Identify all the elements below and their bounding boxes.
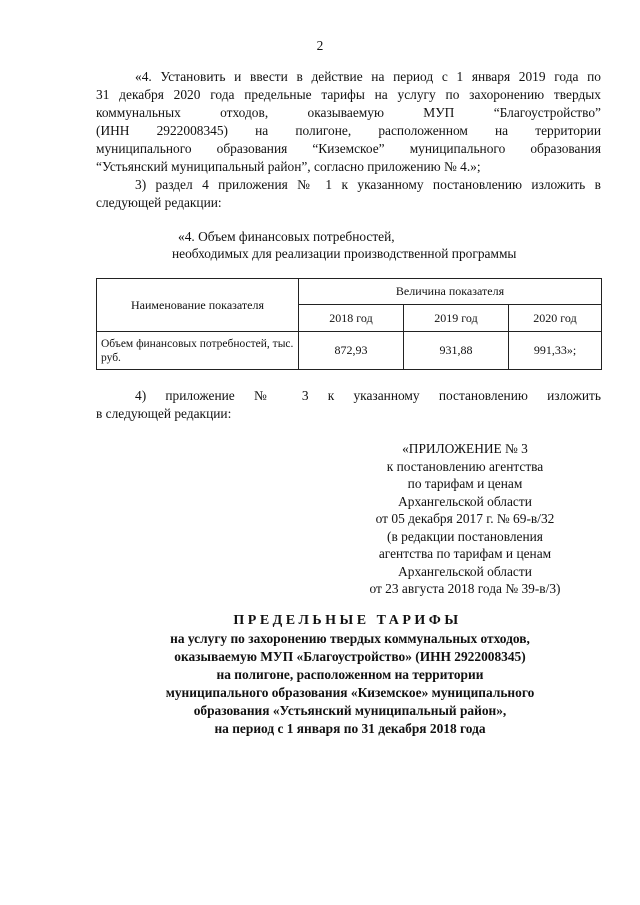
- appendix-line: к постановлению агентства: [386, 458, 544, 474]
- section-heading-line-2: необходимых для реализации производственной программы: [172, 246, 517, 261]
- appendix-line: агентства по тарифам и ценам: [378, 546, 552, 561]
- appendix-line: от 23 августа 2018 года № 39-в/3): [369, 581, 561, 596]
- tariffs-line: муниципального образования «Киземское» муниципального: [165, 685, 535, 700]
- appendix-line: «ПРИЛОЖЕНИЕ № 3: [402, 441, 528, 456]
- clause4-line-3: коммунальных отходов, оказываемую МУП “Благоустройство”: [96, 105, 601, 120]
- clause4-line-6: “Устьянский муниципальный район”, согласно приложению № 4.»;: [96, 159, 481, 174]
- tariffs-line: на услугу по захоронению твердых коммунальных отходов,: [170, 631, 530, 646]
- appendix-line: (в редакции постановления: [387, 528, 543, 544]
- appendix-line: Архангельской области: [398, 493, 532, 509]
- section-heading-line-1: «4. Объем финансовых потребностей,: [178, 229, 395, 244]
- row-label: Объем финансовых потребностей, тыс. руб.: [97, 332, 299, 370]
- clause4-line-5: муниципального образования “Киземское” муниципального образования: [96, 141, 601, 156]
- financial-needs-table: [96, 278, 602, 370]
- page-number: 2: [316, 38, 324, 53]
- tariffs-line: образования «Устьянский муниципальный район»,: [193, 703, 507, 718]
- header-year-2018: 2018 год: [299, 305, 404, 332]
- item4-line-2: в следующей редакции:: [96, 406, 232, 421]
- value-2019: 931,88: [404, 332, 509, 370]
- value-2020: 991,33»;: [509, 332, 602, 370]
- header-year-2019: 2019 год: [404, 305, 509, 332]
- appendix-block: [335, 440, 595, 598]
- tariffs-line: на полигоне, расположенном на территории: [216, 667, 484, 682]
- item4-line-1: 4) приложение № 3 к указанному постановлению изложить: [135, 388, 601, 403]
- value-2018: 872,93: [299, 332, 404, 370]
- item3-line-2: следующей редакции:: [96, 195, 222, 210]
- item3-line-1: 3) раздел 4 приложения № 1 к указанному постановлению изложить в: [135, 177, 601, 192]
- header-indicator: Наименование показателя: [97, 279, 299, 332]
- tariffs-line: оказываемую МУП «Благоустройство» (ИНН 2922008345): [174, 649, 526, 664]
- clause4-line-1: «4. Установить и ввести в действие на период с 1 января 2019 года по: [135, 69, 601, 84]
- appendix-line: по тарифам и ценам: [407, 476, 523, 491]
- tariffs-subtitle: [80, 630, 620, 738]
- clause4-line-4: (ИНН 2922008345) на полигоне, расположенном на территории: [96, 123, 601, 138]
- appendix-line: Архангельской области: [398, 563, 532, 579]
- appendix-line: от 05 декабря 2017 г. № 69-в/32: [375, 511, 555, 526]
- tariffs-line: на период с 1 января по 31 декабря 2018 года: [214, 721, 486, 736]
- header-year-2020: 2020 год: [509, 305, 602, 332]
- tariffs-title: ПРЕДЕЛЬНЫЕ ТАРИФЫ: [233, 613, 462, 628]
- clause4-line-2: 31 декабря 2020 года предельные тарифы на услугу по захоронению твердых: [96, 87, 601, 102]
- header-value: Величина показателя: [299, 279, 602, 305]
